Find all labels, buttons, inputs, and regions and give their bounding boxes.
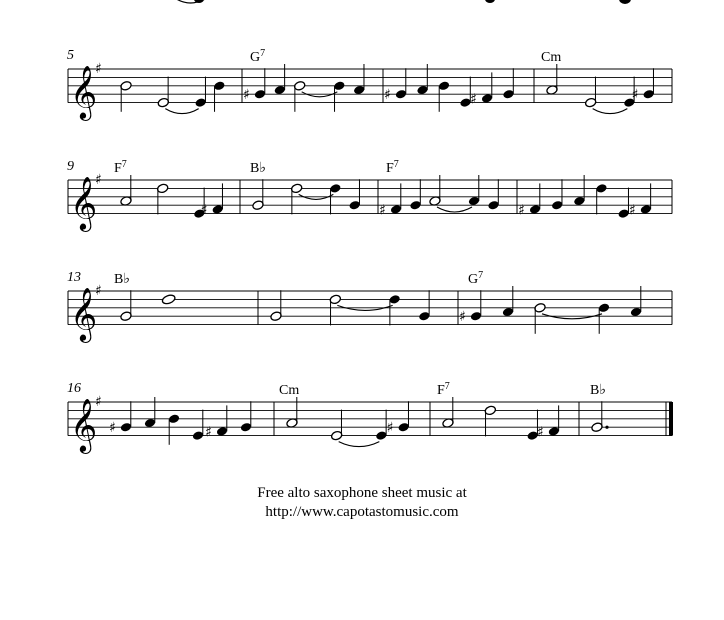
measure-number: 16 xyxy=(67,381,81,396)
note xyxy=(161,294,176,306)
sharp-accidental: ♯ xyxy=(205,424,212,441)
tie xyxy=(339,442,380,447)
sharp-accidental: ♯ xyxy=(536,424,544,441)
treble-clef-icon: 𝄞 xyxy=(70,175,98,230)
treble-clef-icon: 𝄞 xyxy=(70,64,98,119)
sharp-accidental: ♯ xyxy=(470,91,477,108)
notehead xyxy=(161,294,176,306)
note xyxy=(240,401,252,432)
chord-symbol: Cm xyxy=(541,50,562,65)
key-signature-sharp: ♯ xyxy=(95,61,102,77)
note xyxy=(329,294,341,325)
staff-system xyxy=(67,48,672,121)
sharp-accidental: ♯ xyxy=(109,420,116,437)
note xyxy=(487,179,499,210)
sharp-accidental: ♯ xyxy=(631,87,639,104)
chord-symbol: B♭ xyxy=(250,161,266,176)
note xyxy=(591,401,609,432)
note xyxy=(168,413,180,444)
augmentation-dot xyxy=(605,426,608,429)
note xyxy=(502,68,514,99)
note xyxy=(270,290,282,321)
note xyxy=(329,183,341,214)
note xyxy=(534,302,546,333)
note xyxy=(330,410,342,441)
sharp-accidental: ♯ xyxy=(628,202,636,219)
note xyxy=(293,80,305,111)
chord-symbol: $F^7$ xyxy=(114,158,127,176)
note xyxy=(120,80,132,111)
sharp-accidental: ♯ xyxy=(243,87,250,104)
chord-symbol: $F^7$ xyxy=(386,158,399,176)
note xyxy=(598,302,610,333)
sharp-accidental: ♯ xyxy=(200,202,208,219)
note xyxy=(213,80,225,111)
sharp-accidental: ♯ xyxy=(459,309,466,326)
treble-clef-icon: 𝄞 xyxy=(70,397,98,452)
note xyxy=(551,179,563,210)
note xyxy=(194,77,206,108)
note xyxy=(120,290,132,321)
chord-symbol: Cm xyxy=(279,383,300,398)
staff-system xyxy=(67,381,673,454)
sharp-accidental: ♯ xyxy=(518,202,525,219)
staff-system xyxy=(67,270,672,343)
note xyxy=(584,77,596,108)
note xyxy=(418,290,430,321)
sharp-accidental: ♯ xyxy=(379,202,386,219)
key-signature-sharp: ♯ xyxy=(95,283,102,299)
note xyxy=(290,183,302,214)
measure-number: 9 xyxy=(67,159,74,174)
final-barline xyxy=(669,402,673,436)
tie xyxy=(593,109,628,114)
note xyxy=(348,179,360,210)
note xyxy=(388,294,400,325)
note xyxy=(375,410,387,441)
tie xyxy=(165,109,198,114)
footer-text: Free alto saxophone sheet music at xyxy=(257,485,467,501)
measure-number: 5 xyxy=(67,48,74,63)
footer-url: http://www.capotastomusic.com xyxy=(265,504,459,520)
chord-symbol: B♭ xyxy=(114,272,130,287)
chord-symbol: $G^7$ xyxy=(468,269,484,287)
tie xyxy=(437,207,472,212)
note xyxy=(252,179,264,210)
staff-system xyxy=(67,159,672,232)
treble-clef-icon: 𝄞 xyxy=(70,286,98,341)
note xyxy=(409,179,421,210)
chord-symbol: $G^7$ xyxy=(250,47,266,65)
note xyxy=(333,80,345,111)
key-signature-sharp: ♯ xyxy=(95,172,102,188)
sharp-accidental: ♯ xyxy=(384,87,391,104)
note xyxy=(484,405,496,436)
chord-symbol: $F^7$ xyxy=(437,380,450,398)
note xyxy=(157,77,169,108)
note xyxy=(438,80,450,111)
sharp-accidental: ♯ xyxy=(386,420,394,437)
note xyxy=(595,183,607,214)
previous-system-fragment xyxy=(172,0,631,4)
chord-symbol: B♭ xyxy=(590,383,606,398)
note xyxy=(192,410,204,441)
note xyxy=(156,183,168,214)
key-signature-sharp: ♯ xyxy=(95,394,102,410)
measure-number: 13 xyxy=(67,270,81,285)
